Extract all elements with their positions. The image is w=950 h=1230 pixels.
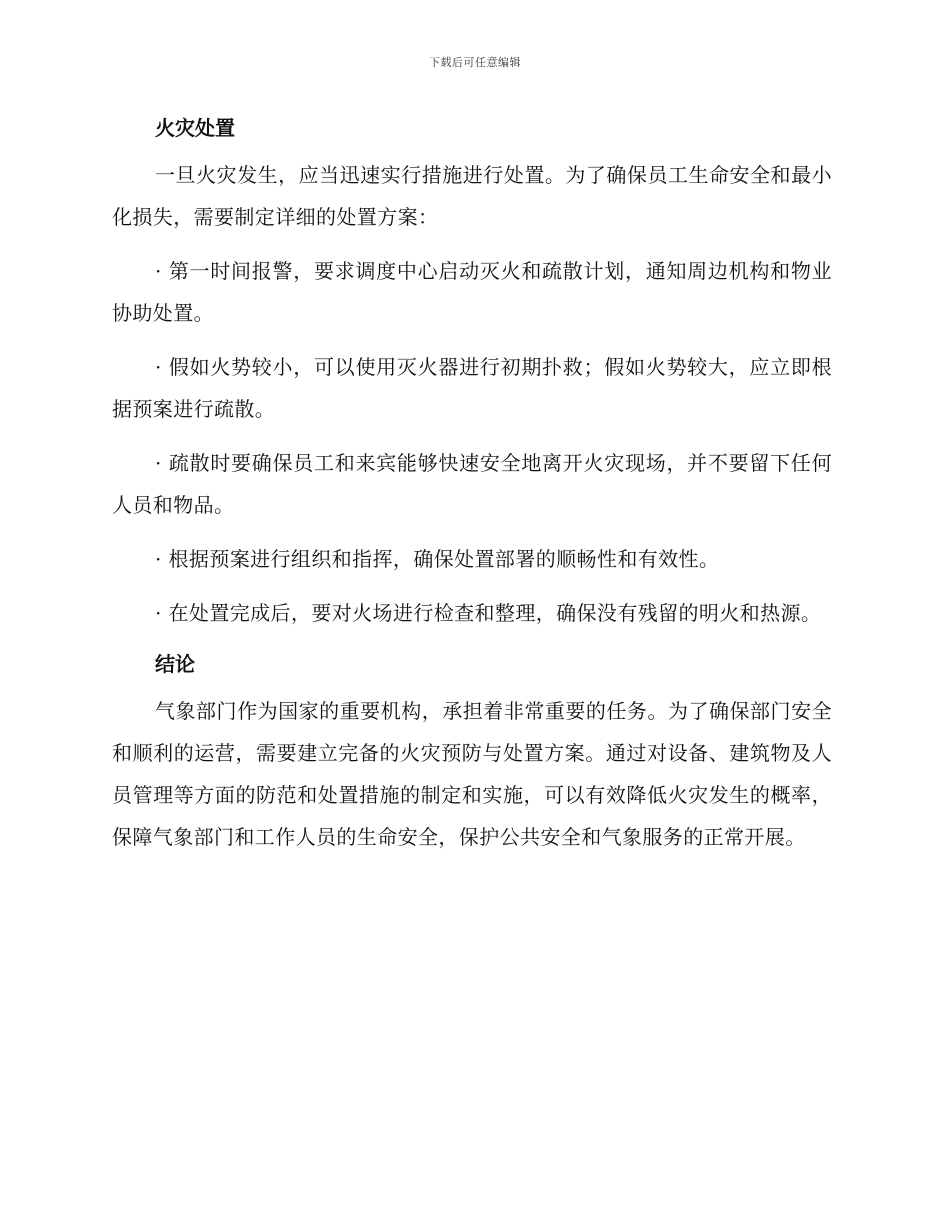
conclusion-paragraph: 气象部门作为国家的重要机构，承担着非常重要的任务。为了确保部门安全和顺利的运营，需要建立完备的火灾预防与处置方案。通过对设备、建筑物及人员管理等方面的防范和处置措施的制定和实施，可以有效降低火灾发生的概率，保障气象部门和工作人员的生命安全，保护公共安全和气象服务的正常开展。: [112, 699, 832, 849]
fire-bullet-1: · 第一时间报警，要求调度中心启动灭火和疏散计划，通知周边机构和物业协助处置。: [112, 259, 832, 325]
fire-bullet-3: · 疏散时要确保员工和来宾能够快速安全地离开火灾现场，并不要留下任何人员和物品。: [112, 451, 832, 517]
section-heading-fire: 火灾处置: [155, 116, 235, 140]
fire-bullet-4: · 根据预案进行组织和指挥，确保处置部署的顺畅性和有效性。: [155, 547, 720, 571]
fire-bullet-2: · 假如火势较小，可以使用灭火器进行初期扑救；假如火势较大，应立即根据预案进行疏散。: [112, 355, 832, 421]
document-body: [112, 110, 832, 858]
fire-bullet-5: · 在处置完成后，要对火场进行检查和整理，确保没有残留的明火和热源。: [155, 601, 822, 625]
section-heading-conclusion: 结论: [155, 652, 195, 676]
header-note: 下载后可任意编辑: [429, 56, 521, 69]
fire-intro-paragraph: 一旦火灾发生，应当迅速实行措施进行处置。为了确保员工生命安全和最小化损失，需要制定详细的处置方案：: [112, 163, 832, 229]
